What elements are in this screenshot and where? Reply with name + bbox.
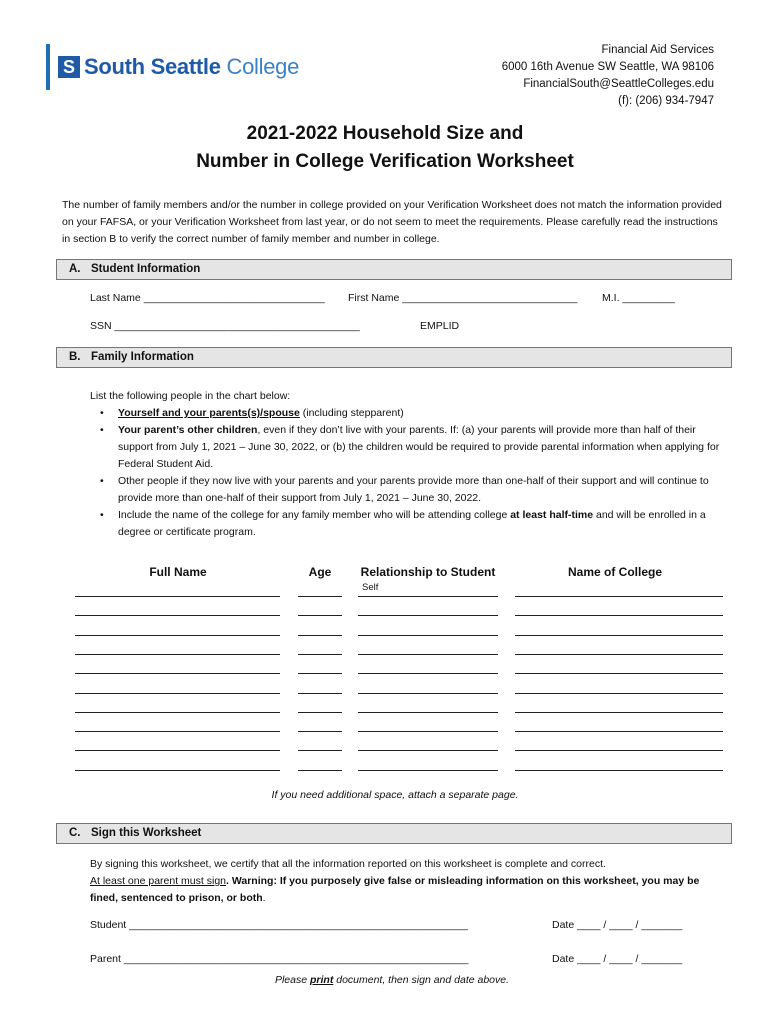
full-name-line[interactable] xyxy=(75,596,280,597)
print-instruction-post: document, then sign and date above. xyxy=(333,974,510,986)
college-line[interactable] xyxy=(515,596,723,597)
last-name-field[interactable]: Last Name _______________________________ xyxy=(90,292,325,304)
college-line[interactable] xyxy=(515,654,723,655)
age-line[interactable] xyxy=(298,693,342,694)
bullet-1-rest: (including stepparent) xyxy=(299,407,404,419)
full-name-line[interactable] xyxy=(75,654,280,655)
age-line[interactable] xyxy=(298,596,342,597)
col-age: Age xyxy=(308,565,332,579)
college-line[interactable] xyxy=(515,712,723,713)
col-full-name: Full Name xyxy=(149,565,207,579)
warning-end: . xyxy=(262,892,266,904)
full-name-line[interactable] xyxy=(75,615,280,616)
college-line[interactable] xyxy=(515,770,723,771)
col-college: Name of College xyxy=(567,565,663,579)
section-b-title: Family Information xyxy=(91,351,194,363)
emplid-label: EMPLID xyxy=(420,320,460,332)
bullet-4-bold: at least half-time xyxy=(510,509,594,521)
relationship-line[interactable] xyxy=(358,596,498,597)
logo-wordmark-bold: South Seattle xyxy=(84,54,221,79)
intro-paragraph: The number of family members and/or the number in college provided on your Verification Worksheet does not match the information provided on your FAFSA, or your Verification Worksheet from last year, or do not seem to meet the requirements. Please carefully read the instructions in section B to verify the correct number of family member and number in college. xyxy=(62,199,722,245)
relationship-line[interactable] xyxy=(358,731,498,732)
list-item xyxy=(90,507,730,541)
list-item xyxy=(90,422,730,473)
age-line[interactable] xyxy=(298,750,342,751)
instruction-list xyxy=(90,405,730,541)
full-name-line[interactable] xyxy=(75,635,280,636)
self-label: Self xyxy=(362,582,379,593)
section-a-title: Student Information xyxy=(91,263,201,275)
college-line[interactable] xyxy=(515,635,723,636)
age-line[interactable] xyxy=(298,615,342,616)
logo-wordmark xyxy=(84,54,299,80)
relationship-line[interactable] xyxy=(358,770,498,771)
age-line[interactable] xyxy=(298,673,342,674)
contact-block xyxy=(502,42,714,110)
logo-accent-bar xyxy=(46,44,50,90)
college-line[interactable] xyxy=(515,673,723,674)
bullet-2-rest: , even if they don’t live with your parents. If: (a) your parents will provide more than half of their support from July 1, 2021 – June 30, 2022, or (b) the children would be required to provide parental information when applying for Federal Student Aid. xyxy=(118,424,720,470)
title-line-2: Number in College Verification Worksheet xyxy=(196,151,574,172)
bullet-2-bold: Your parent’s other children xyxy=(118,424,258,436)
relationship-line[interactable] xyxy=(358,654,498,655)
full-name-line[interactable] xyxy=(75,731,280,732)
section-a-letter: A. xyxy=(69,263,81,275)
full-name-line[interactable] xyxy=(75,770,280,771)
bullet-4-pre: Include the name of the college for any family member who will be attending college xyxy=(118,509,511,521)
college-line[interactable] xyxy=(515,750,723,751)
first-name-field[interactable]: First Name ______________________________ xyxy=(348,292,578,304)
ssn-field[interactable]: SSN __________________________________________ xyxy=(90,320,360,332)
section-a-header xyxy=(56,259,732,280)
section-c-letter: C. xyxy=(69,827,81,839)
logo-wordmark-light: College xyxy=(226,54,300,79)
list-item xyxy=(90,405,730,422)
list-lead: List the following people in the chart below: xyxy=(90,390,291,402)
logo-mark: S xyxy=(58,56,80,78)
full-name-line[interactable] xyxy=(75,712,280,713)
parent-date-line[interactable]: Date ____ / ____ / _______ xyxy=(552,953,683,965)
age-line[interactable] xyxy=(298,654,342,655)
relationship-line[interactable] xyxy=(358,750,498,751)
student-date-line[interactable]: Date ____ / ____ / _______ xyxy=(552,919,683,931)
contact-fax: (f): (206) 934-7947 xyxy=(618,95,714,107)
section-c-header xyxy=(56,823,732,844)
certify-statement: By signing this worksheet, we certify that all the information reported on this worksheet is complete and correct. xyxy=(90,858,606,870)
family-instructions xyxy=(90,388,730,541)
relationship-line[interactable] xyxy=(358,673,498,674)
middle-initial-field[interactable]: M.I. _________ xyxy=(602,292,675,304)
college-line[interactable] xyxy=(515,615,723,616)
age-line[interactable] xyxy=(298,770,342,771)
certification-text xyxy=(90,856,730,907)
college-logo xyxy=(46,44,299,90)
page-title xyxy=(0,120,770,176)
title-line-1: 2021-2022 Household Size and xyxy=(246,123,524,144)
print-instruction-pre: Please xyxy=(274,974,310,986)
full-name-line[interactable] xyxy=(75,673,280,674)
contact-office: Financial Aid Services xyxy=(601,44,714,56)
col-relationship: Relationship to Student xyxy=(360,565,496,579)
warning-statement xyxy=(90,873,730,907)
print-instruction-bold: print xyxy=(309,974,334,986)
bullet-4-post: and will be enrolled in a degree or certificate program. xyxy=(118,509,706,538)
contact-address: 6000 16th Avenue SW Seattle, WA 98106 xyxy=(501,61,714,73)
print-instruction xyxy=(0,974,770,986)
age-line[interactable] xyxy=(298,712,342,713)
college-line[interactable] xyxy=(515,731,723,732)
section-b-header xyxy=(56,347,732,368)
section-c-title: Sign this Worksheet xyxy=(91,827,202,839)
full-name-line[interactable] xyxy=(75,693,280,694)
list-item: • Other people if they now live with your parents and your parents provide more than one-half of their support and will continue to provide more than one-half of their support from July 1, 2021 – June 30, 2022. xyxy=(90,473,730,507)
section-b-letter: B. xyxy=(69,351,81,363)
age-line[interactable] xyxy=(298,731,342,732)
relationship-line[interactable] xyxy=(358,615,498,616)
full-name-line[interactable] xyxy=(75,750,280,751)
warning-text: . Warning: If you purposely give false or misleading information on this worksheet, you may be fined, sentenced to prison, or both xyxy=(90,875,700,904)
relationship-line[interactable] xyxy=(358,635,498,636)
parent-must-sign: At least one parent must sign xyxy=(90,875,226,887)
college-line[interactable] xyxy=(515,693,723,694)
additional-space-note: If you need additional space, attach a separate page. xyxy=(271,789,519,801)
relationship-line[interactable] xyxy=(358,712,498,713)
student-signature-line[interactable]: Student __________________________________________________________ xyxy=(90,919,468,931)
age-line[interactable] xyxy=(298,635,342,636)
relationship-line[interactable] xyxy=(358,693,498,694)
contact-email: FinancialSouth@SeattleColleges.edu xyxy=(523,78,714,90)
parent-signature-line[interactable]: Parent ___________________________________________________________ xyxy=(90,953,469,965)
bullet-1-bold: Yourself and your parents(s)/spouse xyxy=(118,407,300,419)
